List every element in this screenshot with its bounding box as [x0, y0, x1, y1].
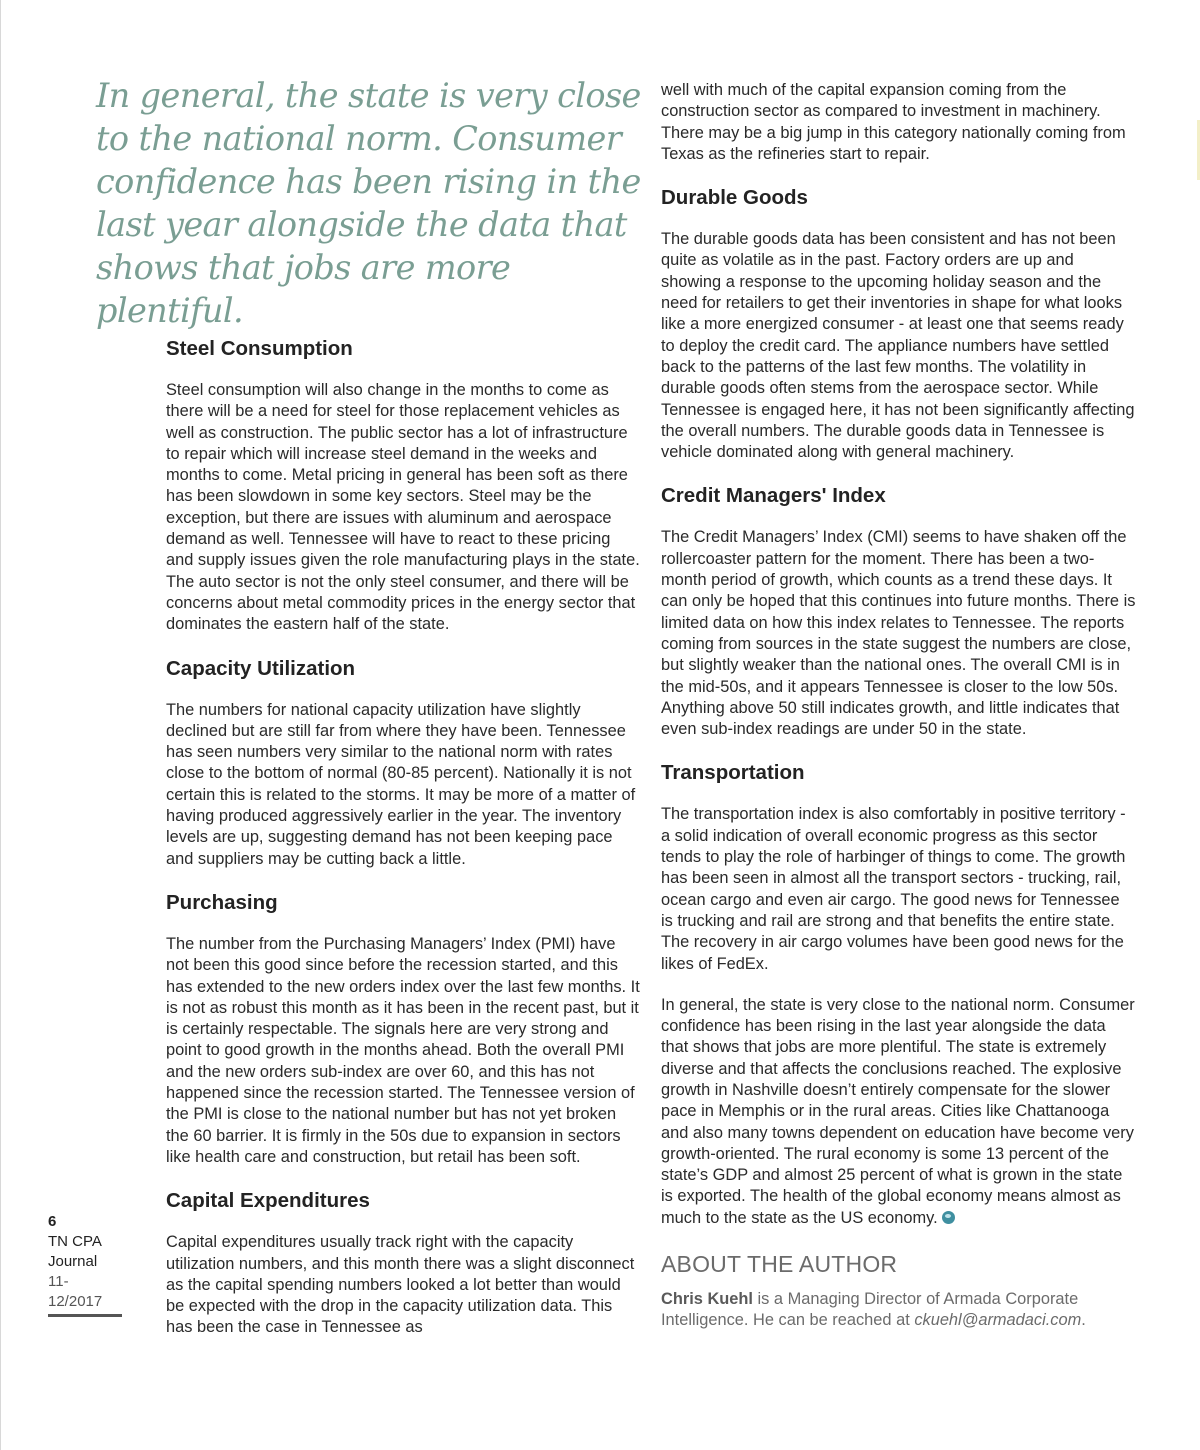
section-body: Steel consumption will also change in the months to come as there will be a need for steel for those replacement vehicles as well as construction. The public sector has a lot of infrastructure to repair which will increase steel demand in the weeks and months to come. Metal pricing in general has been soft as there has been slowdown in some key sectors. Steel may be the exception, but there are issues with aluminum and aerospace demand as well. Tennessee will have to react to these pricing and supply issues given the role manufacturing plays in the state. The auto sector is not the only steel consumer, and there will be concerns about metal commodity prices in the energy sector that dominates the eastern half of the state.: [166, 381, 640, 634]
pull-quote: In general, the state is very close to the national norm. Consumer confidence has been rising in the last year alongside the data that shows that jobs are more plentiful.: [96, 76, 641, 330]
section-body: The transportation index is also comfortably in positive territory - a solid indication of overall economic progress as this sector tends to play the role of harbinger of things to come. The growth has been seen in almost all the transport sectors - trucking, rail, ocean cargo and even air cargo. The good news for Tennessee is trucking and rail are strong and that benefits the entire state. The recovery in air cargo volumes have been good news for the likes of FedEx.: [661, 805, 1126, 973]
section-credit-managers-index: [661, 483, 1136, 740]
author-bio-end: .: [1081, 1311, 1086, 1330]
section-purchasing: [166, 890, 641, 1168]
author-email: ckuehl@armadaci.com: [914, 1311, 1082, 1330]
section-heading: Capacity Utilization: [166, 656, 356, 680]
section-steel-consumption: [166, 336, 641, 636]
author-bio: is a Managing Director of Armada Corporate Intelligence. He can be reached at: [661, 1290, 1079, 1330]
journal-name-line1: TN CPA: [48, 1233, 102, 1250]
page-number: 6: [48, 1213, 57, 1230]
left-column: [166, 336, 641, 1359]
section-body: The Credit Managers’ Index (CMI) seems to have shaken off the rollercoaster pattern for the moment. There has been a two-month period of growth, which counts as a trend these days. It can only be hoped that this continues into future months. There is limited data on how this index relates to Tennessee. The reports coming from sources in the state suggest the numbers are close, but slightly weaker than the national ones. The overall CMI is in the mid-50s, and it appears Tennessee is closer to the low 50s. Anything above 50 still indicates growth, and little indicates that even sub-index readings are under 50 in the state.: [661, 528, 1136, 739]
globe-icon: [942, 1211, 955, 1224]
section-heading: Steel Consumption: [166, 337, 353, 360]
section-heading: Durable Goods: [661, 186, 808, 210]
page-edge-rule: [0, 0, 1, 1450]
section-durable-goods: [661, 185, 1136, 463]
section-heading: Credit Managers' Index: [661, 484, 886, 508]
issue-date: 11-12/2017: [48, 1272, 122, 1317]
conclusion-paragraph: [661, 995, 1136, 1229]
section-body: The number from the Purchasing Managers’ Index (PMI) have not been this good since before the recession started, and this has extended to the new orders index over the last few months. It is not as robust this month as it has been in the recent past, but it is certainly respectable. The signals here are very strong and point to good growth in the months ahead. Both the overall PMI and the new orders sub-index are over 60, and this has not happened since the recession started. The Tennessee version of the PMI is close to the national number but has not yet broken the 60 barrier. It is firmly in the 50s due to expansion in sectors like health care and construction, but retail has been soft.: [166, 934, 640, 1166]
section-heading: Transportation: [661, 761, 805, 785]
author-name: Chris Kuehl: [661, 1290, 753, 1309]
conclusion-text: In general, the state is very close to the national norm. Consumer confidence has been rising in the last year alongside the data that shows that jobs are more plentiful. The state is extremely diverse and that affects the conclusions reached. The explosive growth in Nashville doesn’t entirely compensate for the slower pace in Memphis or in the rural areas. Cities like Chattanooga and also many towns dependent on education have become very growth-oriented. The rural economy is some 13 percent of the state’s GDP and almost 25 percent of what is grown in the state is exported. The health of the global economy means almost as much to the state as the US economy.: [661, 995, 1135, 1227]
right-column: [661, 80, 1136, 1332]
section-heading: Capital Expenditures: [166, 1189, 370, 1213]
about-body: [661, 1289, 1136, 1332]
section-body: Capital expenditures usually track right with the capacity utilization numbers, and this month there was a slight disconnect as the capital spending numbers looked a lot better than would be expected with the drop in the capacity utilization data. This has been the case in Tennessee as: [166, 1233, 635, 1337]
about-the-author: [661, 1249, 1136, 1332]
about-title: ABOUT THE AUTHOR: [661, 1251, 898, 1278]
section-transportation: [661, 760, 1136, 974]
page-folio: [48, 1212, 122, 1317]
section-body: The durable goods data has been consistent and has not been quite as volatile as in the past. Factory orders are up and showing a response to the upcoming holiday season and the need for retailers to get their inventories in shape for what looks like a more energized consumer - at least one that seems ready to deploy the credit card. The appliance numbers have settled back to the patterns of the last few months. The volatility in durable goods often stems from the aerospace sector. While Tennessee is engaged here, it has not been significantly affecting the overall numbers. The durable goods data in Tennessee is vehicle dominated along with general machinery.: [661, 230, 1135, 462]
section-capital-expenditures: [166, 1188, 641, 1338]
journal-name-line2: Journal: [48, 1253, 98, 1270]
section-capacity-utilization: [166, 656, 641, 870]
capital-expenditures-continuation: well with much of the capital expansion coming from the construction sector as compared to investment in machinery. There may be a big jump in this category nationally coming from Texas as the refineries start to repair.: [661, 81, 1126, 163]
section-heading: Purchasing: [166, 890, 278, 914]
section-body: The numbers for national capacity utilization have slightly declined but are still far from where they have been. Tennessee has seen numbers very similar to the national norm with rates close to the bottom of normal (80-85 percent). Nationally it is not certain this is related to the storms. It may be more of a matter of having produced aggressively earlier in the year. The inventory levels are up, suggesting demand has not been keeping pace and suppliers may be cutting back a little.: [166, 700, 636, 868]
